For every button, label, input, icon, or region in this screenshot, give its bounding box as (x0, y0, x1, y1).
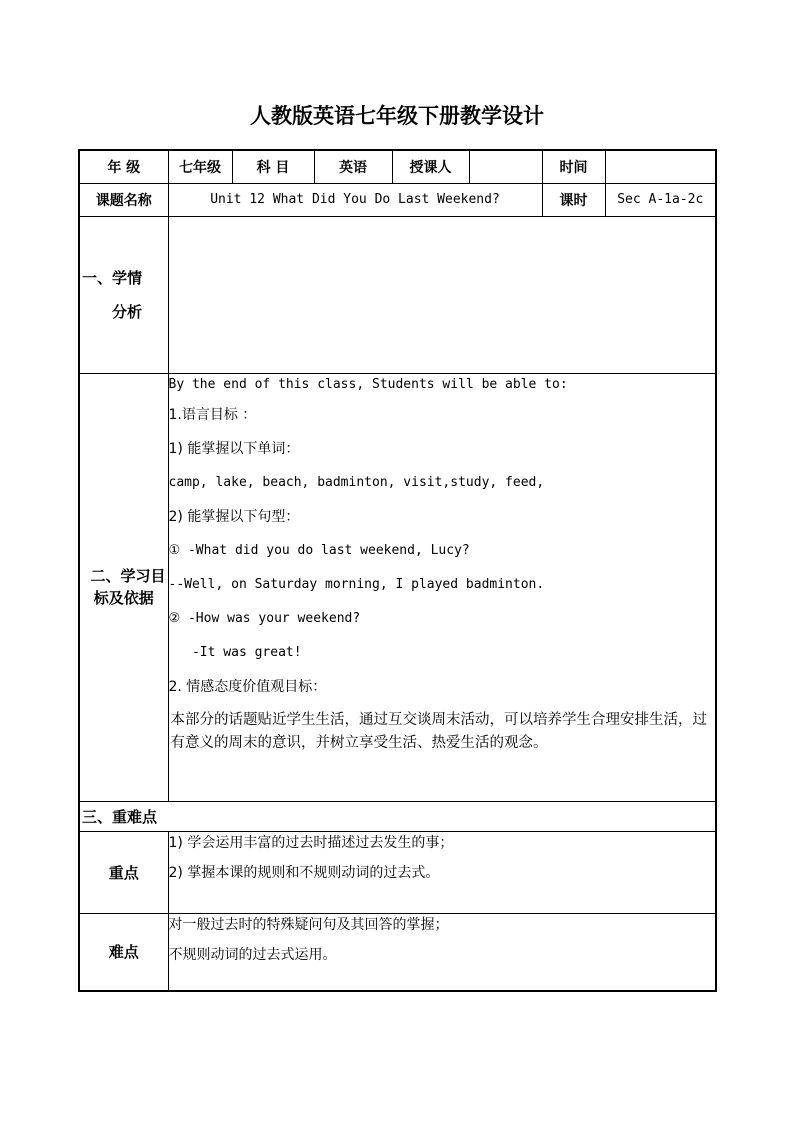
grade-label: 年 级 (79, 150, 168, 183)
difficult-points-content (168, 913, 716, 991)
grade-value: 七年级 (168, 150, 232, 183)
key-points-label: 重点 (79, 831, 168, 913)
section2-label-line1: 二、学习目 (90, 567, 166, 585)
section3-label: 三、重难点 (79, 801, 716, 831)
teacher-label: 授课人 (392, 150, 469, 183)
section2-row (79, 373, 716, 801)
sentence-line: ① -What did you do last weekend, Lucy? (168, 542, 470, 558)
section1-label-line2: 分析 (112, 302, 143, 321)
topic-row (79, 183, 716, 216)
sentence-line: --Well, on Saturday morning, I played badminton. (168, 576, 545, 592)
difficult-points-row (79, 913, 716, 991)
objective-line: 2. 情感态度价值观目标： (168, 678, 327, 695)
key-point: 1) 学会运用丰富的过去时描述过去发生的事； (168, 834, 454, 851)
section1-label (79, 216, 168, 373)
vocabulary-line: camp, lake, beach, badminton, visit,study, feed, (168, 474, 545, 490)
subject-value: 英语 (314, 150, 392, 183)
section2-label (79, 373, 168, 801)
period-label: 课时 (542, 183, 605, 216)
lesson-plan-table (78, 149, 717, 992)
sentence-line: ② -How was your weekend? (168, 610, 361, 626)
topic-label: 课题名称 (79, 183, 168, 216)
sentence-line: -It was great! (168, 644, 302, 660)
key-points-row (79, 831, 716, 913)
header-row (79, 150, 716, 183)
key-point: 2) 掌握本课的规则和不规则动词的过去式。 (168, 864, 440, 881)
teacher-value (469, 150, 542, 183)
objective-line: By the end of this class, Students will be able to: (168, 376, 568, 392)
topic-value: Unit 12 What Did You Do Last Weekend? (168, 183, 542, 216)
period-value: Sec A-1a-2c (605, 183, 716, 216)
key-points-content (168, 831, 716, 913)
time-value (605, 150, 716, 183)
page-title: 人教版英语七年级下册教学设计 (250, 103, 544, 128)
difficult-point: 对一般过去时的特殊疑问句及其回答的掌握； (168, 916, 449, 933)
objective-line: 1.语言目标 ： (168, 406, 257, 423)
section3-header-row (79, 801, 716, 831)
section1-content (168, 216, 716, 373)
objective-line: 2) 能掌握以下句型： (168, 508, 300, 525)
section1-row (79, 216, 716, 373)
section2-content (168, 373, 716, 801)
section1-label-line1: 一、学情 (82, 268, 143, 287)
difficult-points-label: 难点 (79, 913, 168, 991)
difficult-point: 不规则动词的过去式运用。 (168, 946, 337, 963)
time-label: 时间 (542, 150, 605, 183)
section2-label-line2: 标及依据 (93, 589, 154, 607)
emotion-goal-paragraph: 本部分的话题贴近学生生活，通过互交谈周末活动，可以培养学生合理安排生活，过有意义的周末的意识，并树立享受生活、热爱生活的观念。 (170, 711, 707, 751)
objective-line: 1) 能掌握以下单词： (168, 440, 300, 457)
subject-label: 科 目 (232, 150, 314, 183)
